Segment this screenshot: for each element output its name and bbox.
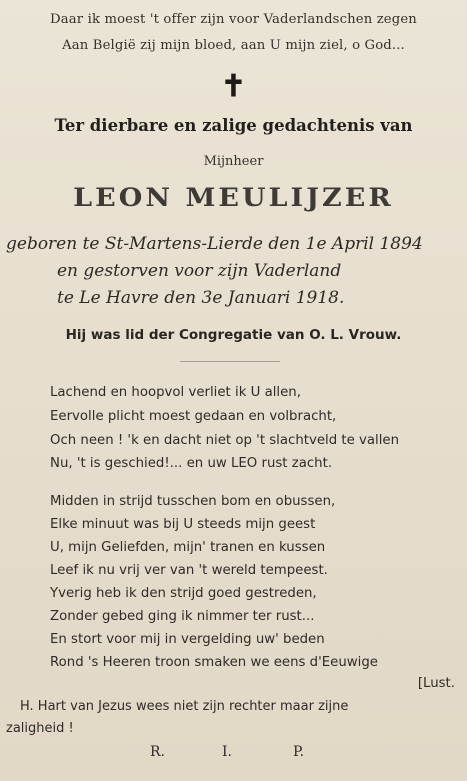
rip-letter: R.: [150, 744, 165, 760]
rip-letter: I.: [222, 744, 232, 760]
poem-line: Yverig heb ik den strijd goed gestreden,: [50, 586, 317, 601]
death-place-date-line: te Le Havre den 3e Januari 1918.: [57, 288, 345, 308]
invocation-line-1: Daar ik moest 't offer zijn voor Vaderlandschen zegen: [50, 12, 417, 27]
poem-line: Nu, 't is geschied!... en uw LEO rust zacht.: [50, 456, 333, 471]
poem-continuation: [Lust.: [417, 676, 455, 691]
congregation-membership: Hij was lid der Congregatie van O. L. Vrouw.: [65, 327, 402, 343]
rip-letter: P.: [293, 744, 305, 760]
poem-line: Rond 's Heeren troon smaken we eens d'Eeuwige: [50, 655, 378, 670]
poem-line: Eervolle plicht moest gedaan en volbracht,: [50, 409, 337, 424]
divider: [180, 361, 280, 362]
memorial-heading: Ter dierbare en zalige gedachtenis van: [54, 116, 413, 135]
poem-line: Och neen ! 'k en dacht niet op 't slachtveld te vallen: [50, 433, 400, 448]
honorific: Mijnheer: [203, 154, 264, 169]
prayer-line-1: H. Hart van Jezus wees niet zijn rechter maar zijne: [20, 699, 349, 714]
prayer-line-2: zaligheid !: [6, 721, 74, 736]
death-line: en gestorven voor zijn Vaderland: [57, 261, 342, 281]
poem-line: En stort voor mij in vergelding uw' beden: [50, 632, 325, 647]
poem-line: Elke minuut was bij U steeds mijn geest: [50, 517, 316, 532]
cross-icon: ✝: [220, 69, 247, 104]
poem-line: Leef ik nu vrij ver van 't wereld tempeest.: [50, 563, 328, 578]
invocation-line-2: Aan België zij mijn bloed, aan U mijn ziel, o God...: [62, 38, 405, 53]
deceased-name: LEON MEULIJZER: [73, 183, 394, 212]
birth-line: geboren te St-Martens-Lierde den 1e April 1894: [6, 234, 423, 254]
poem-line: Midden in strijd tusschen bom en obussen,: [50, 494, 336, 509]
poem-line: U, mijn Geliefden, mijn' tranen en kussen: [50, 540, 326, 555]
poem-line: Lachend en hoopvol verliet ik U allen,: [50, 385, 301, 400]
poem-line: Zonder gebed ging ik nimmer ter rust...: [50, 609, 315, 624]
